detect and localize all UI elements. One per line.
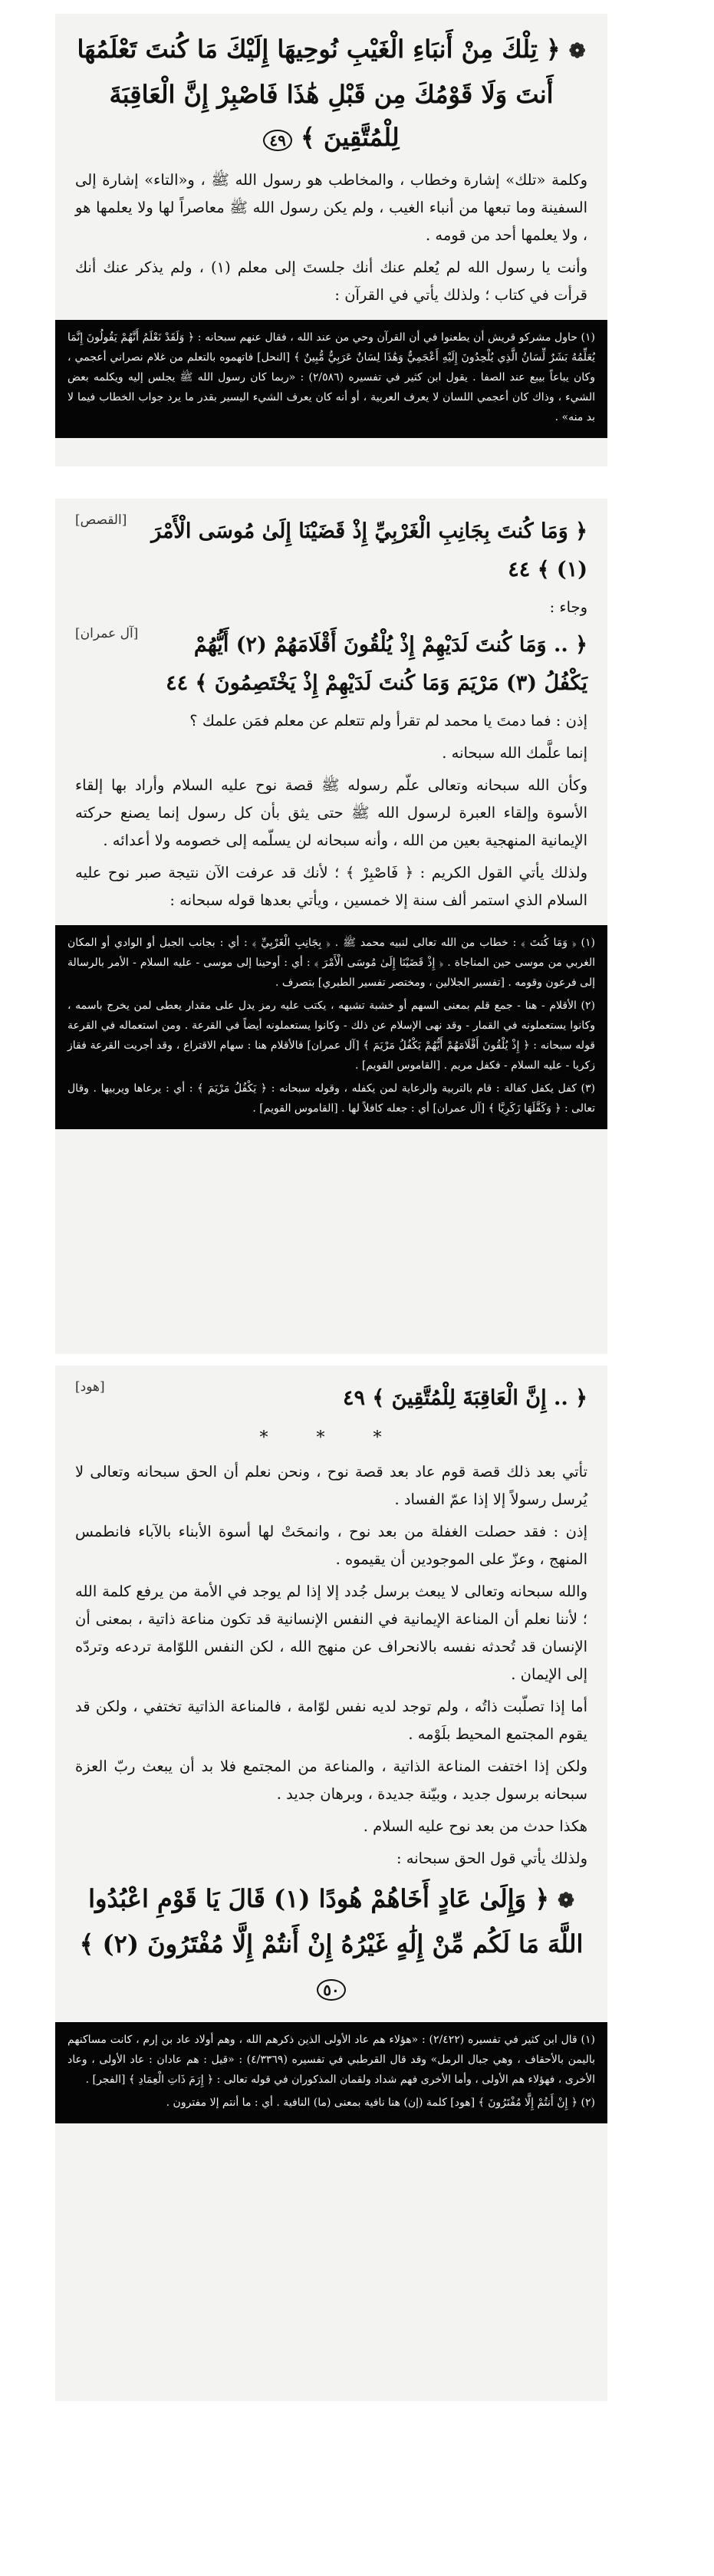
paragraph: والله سبحانه وتعالى لا يبعث برسل جُدد إلا إذا لم يوجد في الأمة من يرفع كلمة الله ؛ لأننا نعلم أن المناعة الإيمانية في النفس الإنسانية قد تكون مناعة ذاتية ، بمعنى أن الإنسان قد تُحدثه نفسه بالانحراف عن منهج الله ، لكن النفس اللوّامة تردعه وتردّه إلى الإيمان . (75, 1583, 587, 1683)
paragraph: ولذلك يأتي القول الكريم : ﴿ فَاصْبِرْ ﴾ ؛ لأنك قد عرفت الآن نتيجة صبر نوح عليه السلام الذي استمر ألف سنة إلا خمسين ، ويأتي بعدها قوله سبحانه : (75, 864, 587, 909)
paragraph: هكذا حدث من بعد نوح عليه السلام . (363, 1817, 587, 1835)
paragraph: أما إذا تصلّبت ذاتُه ، ولم توجد لديه نفس لوّامة ، فالمناعة الذاتية تختفي ، ولكن قد يقوم المجتمع المحيط بلَوْمه . (75, 1698, 587, 1743)
ayah-number: ٥٠ (317, 1979, 345, 2001)
verse-text: ﴿ تِلْكَ مِنْ أَنبَاءِ الْغَيْبِ نُوحِيهَا إِلَيْكَ مَا كُنتَ تَعْلَمُهَا أَنتَ وَلَا قَوْمُكَ مِن قَبْلِ هَٰذَا فَاصْبِرْ إِنَّ الْعَاقِبَةَ لِلْمُتَّقِينَ ﴾ (77, 35, 561, 152)
quran-verse-hud-49-end: ﴿ .. إِنَّ الْعَاقِبَةَ لِلْمُتَّقِينَ ﴾ ٤٩ (343, 1386, 587, 1410)
paragraph: وكأن الله سبحانه وتعالى علّم رسوله ﷺ قصة نوح عليه السلام وأراد بها إلقاء الأسوة وإلقاء العبرة لرسول الله ﷺ حتى يثق بأن كل رسول إنما يصنع حركته الإيمانية المنهجية بعين من الله ، وأنه سبحانه لن يسلّمه إلى خصومه ولا أعدائه . (75, 776, 587, 849)
paragraph: إذن : فقد حصلت الغفلة من بعد نوح ، وانمحَتْ لها أسوة الأبناء بالآباء فانطمس المنهج ، وعزّ على الموجودين أن يقيموه . (75, 1523, 587, 1568)
scan-page-2 (55, 499, 607, 1354)
verse-row (75, 1379, 587, 1418)
footnote: (٢) ﴿ إِنْ أَنتُمْ إِلَّا مُفْتَرُونَ ﴾ [هود] كلمة (إن) هنا نافية بمعنى (ما) النافية . أي : ما أنتم إلا مفترون . (166, 2097, 595, 2109)
scan-page-1 (55, 14, 607, 466)
paragraph: إنما علَّمك الله سبحانه . (442, 744, 587, 762)
quran-verse-hud-49 (75, 28, 587, 162)
paragraph: وأنت يا رسول الله لم يُعلم عنك أنك جلستَ إلى معلم (١) ، ولم يذكر عنك أنك قرأت في كتاب ؛ ولذلك يأتي في القرآن : (75, 259, 587, 304)
quran-verse-qasas-44: ﴿ وَمَا كُنتَ بِجَانِبِ الْغَرْبِيِّ إِذْ قَضَيْنَا إِلَىٰ مُوسَى الْأَمْرَ (١) ﴾ ٤٤ (151, 519, 587, 581)
footnote: (١) ﴿ وَمَا كُنتَ ﴾ : خطاب من الله تعالى لنبيه محمد ﷺ . ﴿ بِجَانِبِ الْغَرْبِيِّ ﴾ : أي : بجانب الجبل أو الوادي أو المكان الغربي من موسى حين المناجاة . ﴿ إِذْ قَضَيْنَا إِلَىٰ مُوسَى الْأَمْرَ ﴾ : أي : أوحينا إلى موسى - عليه السلام - الأمر بالرسالة إلى فرعون وقومه . [تفسير الجلالين ، ومختصر تفسير الطبري] بتصرف . (67, 937, 595, 989)
quran-verse-hud-50 (75, 1877, 587, 2011)
quran-verse-aal-imran-44: ﴿ .. وَمَا كُنتَ لَدَيْهِمْ إِذْ يُلْقُونَ أَقْلَامَهُمْ (٢) أَيُّهُمْ يَكْفُلُ (٣) مَرْيَمَ وَمَا كُنتَ لَدَيْهِمْ إِذْ يَخْتَصِمُونَ ﴾ ٤٤ (166, 633, 587, 695)
footnotes (55, 2022, 607, 2123)
footnote: (٢) الأقلام - هنا - جمع قلم بمعنى السهم أو خشبة تشبهه ، يكتب عليه رمز يدل على مقدار يعطى لمن يخرج باسمه ، وكانوا يستعملونه في القمار - وقد نهى الإسلام عن ذلك - وكانوا يستعملونه أيضاً في القرعة . ومن استعماله في القرعة قوله سبحانه : ﴿ إِذْ يُلْقُونَ أَقْلَامَهُمْ أَيُّهُمْ يَكْفُلُ مَرْيَمَ ﴾ [آل عمران] فالأقلام هنا : سهام الاقتراع ، وقد أجريت القرعة فقاز زكريا - عليه السلام - فكفل مريم . [القاموس القويم] . (67, 1000, 595, 1072)
footnotes (55, 925, 607, 1129)
paragraph: ولذلك يأتي قول الحق سبحانه : (396, 1850, 587, 1867)
verse-row (75, 512, 587, 589)
verse-ornament-icon: ❁ (558, 1889, 574, 1912)
surah-reference: [القصص] (75, 512, 127, 528)
paragraph: وكلمة «تلك» إشارة وخطاب ، والمخاطب هو رسول الله ﷺ ، و«التاء» إشارة إلى السفينة وما تبعها من أنباء الغيب ، ولم يكن رسول الله ﷺ معاصراً لها ولا يعلمها هو ، ولا يعلمها أحد من قومه . (75, 171, 587, 244)
section-separator: * * * (259, 1428, 403, 1448)
surah-reference: [هود] (75, 1379, 105, 1395)
paragraph: إذن : فما دمتَ يا محمد لم تقرأ ولم تتعلم عن معلم فمَن علمك ؟ (189, 712, 587, 730)
paragraph: ولكن إذا اختفت المناعة الذاتية ، والمناعة من المجتمع فلا بد أن يبعث ربّ العزة سبحانه برسول جديد ، وبيّنة جديدة ، وبرهان جديد . (75, 1757, 587, 1803)
verse-row (75, 626, 587, 703)
scan-page-3 (55, 1365, 607, 2401)
ayah-number: ٤٩ (263, 130, 291, 151)
footnote: (٣) كفل يكفل كفالة : قام بالتربية والرعاية لمن يكفله ، وقوله سبحانه : ﴿ يَكْفُلُ مَرْيَمَ ﴾ : أي : يرعاها ويربيها . وقال تعالى : ﴿ وَكَفَّلَهَا زَكَرِيَّا ﴾ [آل عمران] أي : جعله كافلاً لها . [القاموس القويم] . (67, 1082, 595, 1115)
surah-reference: [آل عمران] (75, 626, 139, 641)
footnote: (١) قال ابن كثير في تفسيره (٢/٤٢٢) : «هؤلاء هم عاد الأولى الذين ذكرهم الله ، وهم أولاد عاد بن إرم ، كانت مساكنهم باليمن بالأحقاف ، وهي جبال الرمل» وقد قال القرطبي في تفسيره (٤/٣٣٦٩) : «قيل : هم عادان : عاد الأولى ، وعاد الأخرى ، فهؤلاء هم الأولى ، وأما الأخرى فهم شداد ولقمان المذكوران في قوله تعالى : ﴿ إِرَمَ ذَاتِ الْعِمَادِ ﴾ [الفجر] . (67, 2034, 596, 2086)
verse-text: ﴿ وَإِلَىٰ عَادٍ أَخَاهُمْ هُودًا (١) قَالَ يَا قَوْمِ اعْبُدُوا اللَّهَ مَا لَكُم مِّنْ إِلَٰهٍ غَيْرُهُ إِنْ أَنتُمْ إِلَّا مُفْتَرُونَ (٢) ﴾ (79, 1884, 584, 1958)
verse-ornament-icon: ❁ (568, 40, 586, 63)
paragraph: تأتي بعد ذلك قصة قوم عاد بعد قصة نوح ، ونحن نعلم أن الحق سبحانه وتعالى لا يُرسل رسولاً إلا إذا عمّ الفساد . (75, 1463, 587, 1508)
footnote: (١) حاول مشركو قريش أن يطعنوا في أن القرآن وحي من عند الله ، فقال عنهم سبحانه : ﴿ وَلَقَدْ نَعْلَمُ أَنَّهُمْ يَقُولُونَ إِنَّمَا يُعَلِّمُهُ بَشَرٌ لِّسَانُ الَّذِي يُلْحِدُونَ إِلَيْهِ أَعْجَمِيٌّ وَهَٰذَا لِسَانٌ عَرَبِيٌّ مُّبِينٌ ﴾ [النحل] فاتهموه بالتعلم من غلام نصراني أعجمي ، وكان يباعاً بيبع عند الصفا . يقول ابن كثير في تفسيره (٢/٥٨٦) : «ربما كان رسول الله ﷺ يجلس إليه ويكلمه بعض الشيء ، وذاك كان أعجمي اللسان لا يعرف العربية ، أو أنه كان يعرف الشيء اليسير بقدر ما يرد جواب الخطاب فيما لا بد منه» . (67, 331, 595, 423)
paragraph: وجاء : (549, 598, 587, 616)
footnotes (55, 320, 607, 438)
